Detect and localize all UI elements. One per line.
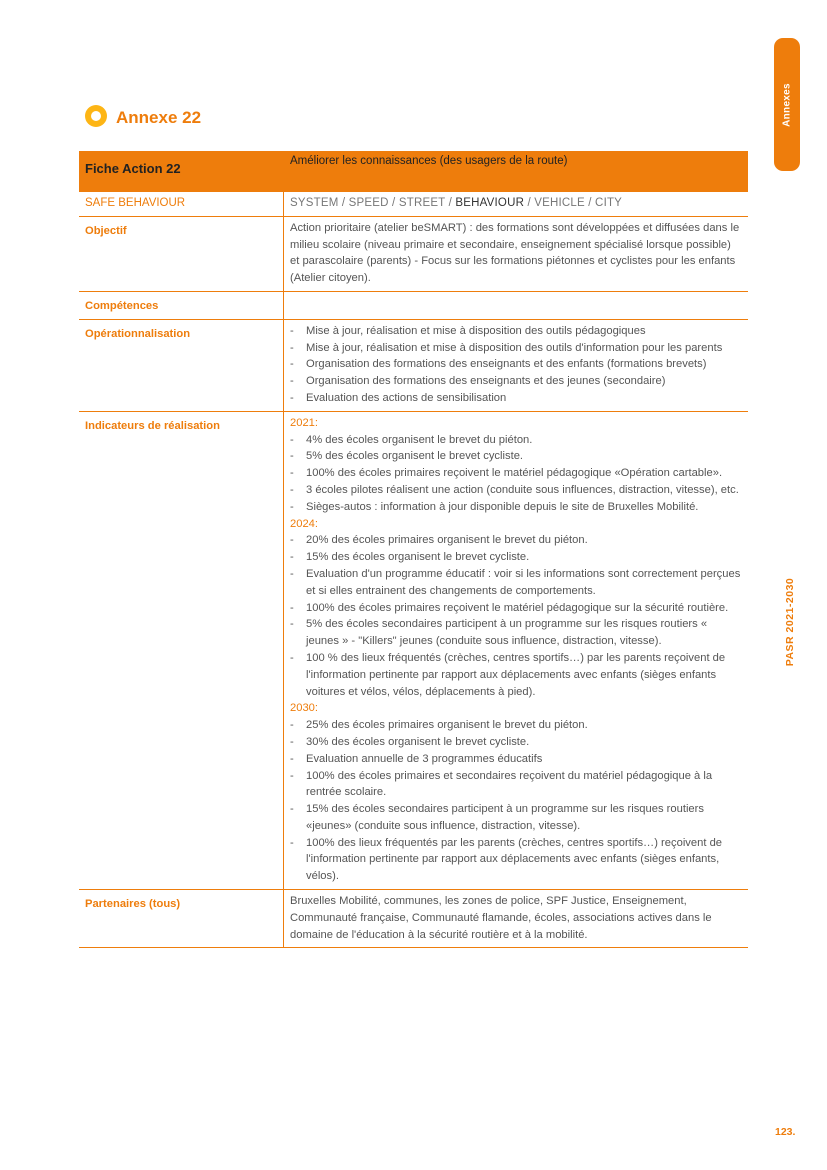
category-list: [284, 192, 749, 217]
partenaires-label: Partenaires (tous): [79, 890, 284, 948]
competences-text: [284, 291, 749, 319]
indicators-2030-list: [290, 717, 742, 885]
list-item: - Mise à jour, réalisation et mise à disposition des outils pédagogiques: [290, 323, 742, 340]
list-item: - 15% des écoles secondaires participent à un programme sur les risques routiers «jeunes» (conduite sous influence, distraction, vitesse).: [290, 801, 742, 835]
list-item: - Evaluation des actions de sensibilisation: [290, 390, 742, 407]
list-item: - Evaluation d'un programme éducatif : voir si les informations sont correctement perçues et si elles entrainent des changements de comportements.: [290, 566, 742, 600]
list-item: - Mise à jour, réalisation et mise à disposition des outils d'information pour les parents: [290, 340, 742, 357]
partenaires-row: [79, 890, 748, 948]
year-2024-label: 2024:: [290, 517, 318, 530]
list-item: - 30% des écoles organisent le brevet cycliste.: [290, 734, 742, 751]
indicators-2024-list: [290, 532, 742, 700]
category-highlight: BEHAVIOUR: [455, 197, 525, 209]
list-item: - 5% des écoles secondaires participent à un programme sur les risques routiers « jeunes » - "Killers" jeunes (conduite sous influence, distraction, vitesse).: [290, 616, 742, 650]
page-number: 123.: [775, 1126, 796, 1138]
list-item: - Sièges-autos : information à jour disponible depuis le site de Bruxelles Mobilité.: [290, 499, 742, 516]
indicateurs-label: Indicateurs de réalisation: [79, 411, 284, 889]
indicateurs-content: [284, 411, 749, 889]
year-2021-label: 2021:: [290, 416, 318, 429]
page-title: Annexe 22: [116, 108, 202, 127]
indicators-2021-list: [290, 432, 742, 516]
table-header-row: [79, 151, 748, 192]
category-row: [79, 192, 748, 217]
category-list-before: SYSTEM / SPEED / STREET /: [290, 197, 456, 209]
competences-label: Compétences: [79, 291, 284, 319]
document-side-label: PASR 2021-2030: [784, 577, 796, 667]
section-heading: [85, 104, 201, 128]
list-item: - 100% des écoles primaires et secondaires reçoivent du matériel pédagogique à la rentrée scolaire.: [290, 768, 742, 802]
operationnalisation-row: [79, 319, 748, 411]
action-sheet-number: Fiche Action 22: [79, 151, 284, 192]
list-item: - 3 écoles pilotes réalisent une action (conduite sous influences, distraction, vitesse), etc.: [290, 482, 742, 499]
list-item: - 100% des écoles primaires reçoivent le matériel pédagogique sur la sécurité routière.: [290, 600, 742, 617]
list-item: - Evaluation annuelle de 3 programmes éducatifs: [290, 751, 742, 768]
action-sheet-table: [79, 151, 748, 948]
circle-bullet-icon: [85, 105, 107, 127]
annexes-side-tab-label: Annexes: [781, 82, 793, 127]
objectif-text: Action prioritaire (atelier beSMART) : des formations sont développées et diffusées dans le milieu scolaire (niveau primaire et secondaire, enseignement spécialisé lorsque possible) et parascolaire (parents) - Focus sur les formations piétonnes et cyclistes pour les enfants (Atelier citoyen).: [284, 216, 749, 291]
list-item: - Organisation des formations des enseignants et des jeunes (secondaire): [290, 373, 742, 390]
partenaires-text: Bruxelles Mobilité, communes, les zones de police, SPF Justice, Enseignement, Communauté française, Communauté flamande, écoles, associations actives dans le domaine de l'éducation à la sécurité routière et à la mobilité.: [284, 890, 749, 948]
safe-category-label: SAFE BEHAVIOUR: [79, 192, 284, 217]
year-2030-label: 2030:: [290, 702, 318, 715]
annexes-side-tab[interactable]: [774, 38, 800, 171]
objectif-row: [79, 216, 748, 291]
list-item: - 100% des lieux fréquentés par les parents (crèches, centres sportifs…) reçoivent de l'information pertinente par rapport aux déplacements avec enfants (sièges enfants, vélos).: [290, 835, 742, 885]
list-item: - 20% des écoles primaires organisent le brevet du piéton.: [290, 532, 742, 549]
action-sheet-title: Améliorer les connaissances (des usagers de la route): [284, 151, 749, 192]
objectif-label: Objectif: [79, 216, 284, 291]
list-item: - 4% des écoles organisent le brevet du piéton.: [290, 432, 742, 449]
list-item: - 15% des écoles organisent le brevet cycliste.: [290, 549, 742, 566]
category-list-after: / VEHICLE / CITY: [524, 197, 623, 209]
operationnalisation-label: Opérationnalisation: [79, 319, 284, 411]
list-item: - 100% des écoles primaires reçoivent le matériel pédagogique «Opération cartable».: [290, 465, 742, 482]
list-item: - 25% des écoles primaires organisent le brevet du piéton.: [290, 717, 742, 734]
list-item: - Organisation des formations des enseignants et des enfants (formations brevets): [290, 356, 742, 373]
competences-row: [79, 291, 748, 319]
operationnalisation-list: [290, 323, 742, 407]
list-item: - 5% des écoles organisent le brevet cycliste.: [290, 448, 742, 465]
list-item: - 100 % des lieux fréquentés (crèches, centres sportifs…) par les parents reçoivent de l'information pertinente par rapport aux déplacements avec enfants (sièges enfants voitures et vélos, vélos, déplacements à pied).: [290, 650, 742, 700]
operationnalisation-content: [284, 319, 749, 411]
indicateurs-row: [79, 411, 748, 889]
